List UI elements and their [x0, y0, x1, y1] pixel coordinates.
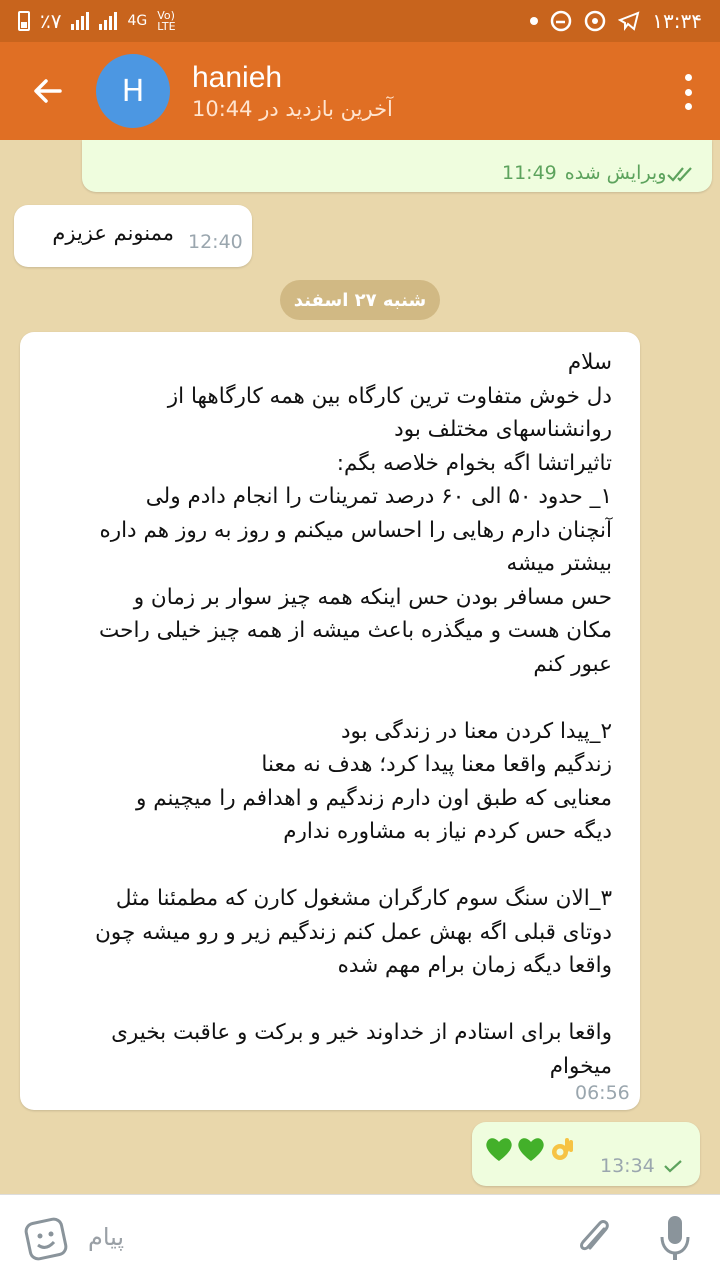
signal-icon-2	[99, 12, 117, 30]
double-check-icon	[666, 166, 694, 182]
status-left	[18, 9, 176, 33]
message-input[interactable]: پیام	[88, 1223, 125, 1251]
incoming-message[interactable]	[14, 205, 252, 267]
green-heart-icon	[484, 1134, 514, 1164]
battery-icon	[18, 11, 30, 31]
message-meta	[600, 1155, 683, 1177]
clock: ۱۳:۳۴	[652, 9, 702, 33]
date-chip: شنبه ۲۷ اسفند	[280, 280, 440, 320]
microphone-icon[interactable]	[658, 1213, 692, 1263]
message-text: ممنونم عزیزم	[52, 221, 174, 245]
telegram-icon	[618, 10, 640, 32]
volte-bottom: LTE	[157, 20, 176, 33]
edited-label: ویرایش شده	[564, 162, 667, 184]
emoji-row	[484, 1134, 578, 1164]
status-right	[530, 9, 702, 33]
composer	[0, 1194, 720, 1281]
paperclip-icon[interactable]	[574, 1215, 614, 1261]
message-time: 06:56	[575, 1082, 630, 1104]
outgoing-message[interactable]	[82, 140, 712, 192]
dot-icon	[685, 74, 692, 81]
app-circle-icon	[584, 10, 606, 32]
message-time: 11:49	[502, 162, 557, 184]
message-time: 13:34	[600, 1155, 655, 1177]
contact-name: hanieh	[192, 61, 283, 94]
contact-info[interactable]	[192, 61, 393, 121]
app-e-icon	[550, 10, 572, 32]
incoming-message[interactable]	[20, 332, 640, 1110]
more-options-button[interactable]	[676, 74, 700, 110]
dot-icon	[685, 103, 692, 110]
message-text: سلام دل خوش متفاوت ترین کارگاه بین همه کارگاهها از روانشناسهای مختلف بود تاثیراتشا اگه بخوام خلاصه بگم: ۱_ حدود ۵۰ الی ۶۰ درصد تمرینات را انجام دادم ولی آنچنان دارم رهایی را احساس میکنم و روز به روز هم داره بیشتر میشه حس مسافر بودن حس اینکه همه چیز سوار بر زمان و مکان هست و میگذره باعث میشه از همه چیز خیلی راحت عبور کنم ۲_پیدا کردن معنا در زندگی بود زندگیم واقعا معنا پیدا کرد؛ هدف نه معنا معنایی که طبق اون دارم زندگیم و اهدافم را میچینم و دیگه حس کردم نیاز به مشاوره ندارم ۳_الان سنگ سوم کارگران مشغول کارن که مطمئنا مثل دوتای قبلی اگه بهش عمل کنم زندگیم زیر و رو میشه چون واقعا دیگه زمان برام مهم شده واقعا برای استادم از خداوند خیر و برکت و عاقبت بخیری میخوام	[95, 350, 612, 1079]
signal-icon	[71, 12, 89, 30]
network-badge: 4G	[127, 13, 148, 29]
chat-header	[0, 42, 720, 140]
sticker-icon[interactable]	[24, 1217, 68, 1261]
arrow-left-icon	[32, 75, 64, 107]
avatar[interactable]: H	[96, 54, 170, 128]
notification-dot-icon	[530, 17, 538, 25]
back-button[interactable]	[0, 42, 96, 140]
green-heart-icon	[516, 1134, 546, 1164]
chat-area[interactable]	[0, 140, 720, 1194]
ok-hand-icon	[548, 1134, 578, 1164]
last-seen: آخرین بازدید در 10:44	[192, 97, 393, 121]
message-time: 12:40	[188, 231, 243, 253]
dot-icon	[685, 89, 692, 96]
outgoing-message[interactable]	[472, 1122, 700, 1186]
check-icon	[663, 1159, 683, 1173]
volte-badge	[157, 10, 175, 32]
battery-percent: ٪۷	[40, 9, 62, 33]
status-bar	[0, 0, 720, 42]
volte-top: Vo)	[157, 9, 175, 22]
message-meta	[502, 162, 666, 184]
